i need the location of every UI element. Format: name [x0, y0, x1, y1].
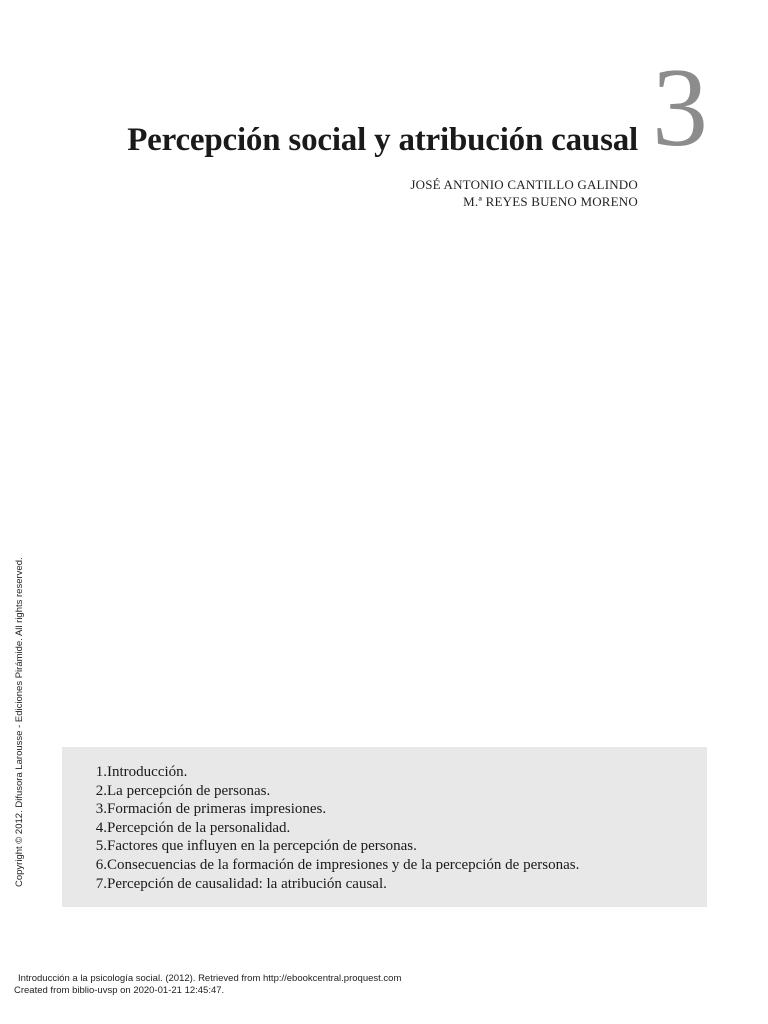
- footer-created-line: Created from biblio-uvsp on 2020-01-21 12:45:47.: [14, 984, 225, 996]
- contents-item-number: 3.: [95, 801, 107, 818]
- page-footer: [14, 973, 401, 996]
- contents-item-text: Formación de primeras impresiones.: [107, 801, 327, 818]
- contents-item: [78, 819, 707, 838]
- contents-item: [78, 763, 707, 782]
- author-2: M.ª REYES BUENO MORENO: [463, 194, 638, 209]
- contents-item-text: La percepción de personas.: [107, 782, 271, 799]
- contents-item-number: 5.: [95, 838, 107, 855]
- author-1: JOSÉ ANTONIO CANTILLO GALINDO: [410, 177, 638, 192]
- contents-item-number: 6.: [95, 856, 107, 873]
- contents-item-number: 2.: [95, 782, 107, 799]
- contents-item: [78, 875, 707, 894]
- contents-item-text: Introducción.: [107, 764, 188, 780]
- footer-source-line: Introducción a la psicología social. (2012). Retrieved from http://ebookcentral.proquest.com: [18, 973, 402, 984]
- contents-item: [78, 800, 707, 819]
- sidebar-copyright: Copyright © 2012. Difusora Larousse - Ediciones Pirámide. All rights reserved.: [14, 557, 25, 887]
- contents-item-number: 4.: [95, 819, 107, 836]
- chapter-authors: [410, 176, 638, 210]
- chapter-title: Percepción social y atribución causal: [127, 122, 638, 158]
- contents-item-number: 7.: [95, 875, 107, 892]
- contents-item-text: Percepción de causalidad: la atribución causal.: [107, 875, 387, 892]
- contents-item: [78, 782, 707, 801]
- contents-item: [78, 837, 707, 856]
- contents-item-text: Factores que influyen en la percepción de personas.: [107, 838, 417, 855]
- contents-item: [78, 856, 707, 875]
- contents-item-text: Consecuencias de la formación de impresiones y de la percepción de personas.: [107, 856, 580, 873]
- chapter-contents-box: [62, 747, 707, 907]
- contents-item-text: Percepción de la personalidad.: [107, 819, 291, 836]
- contents-item-number: 1.: [95, 764, 107, 780]
- chapter-contents-list: [62, 747, 707, 893]
- chapter-number: 3: [652, 46, 708, 170]
